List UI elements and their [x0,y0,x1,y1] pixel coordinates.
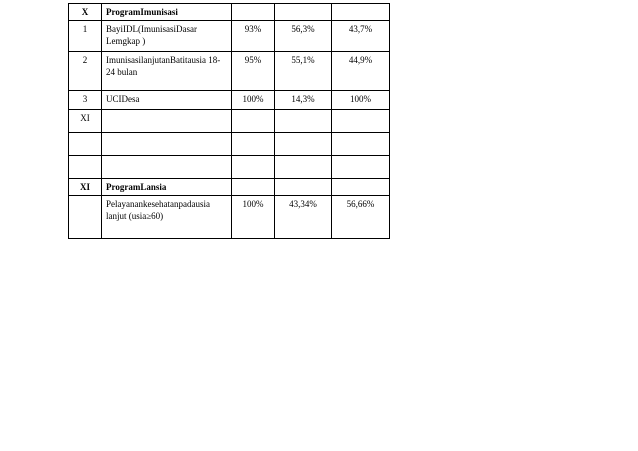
row-number: 2 [69,52,102,91]
empty-cell [102,156,232,179]
table-row [69,156,390,179]
value-cell: 14,3% [275,91,332,110]
table-row-section-lansia [69,179,390,196]
value-cell: 100% [332,91,390,110]
program-name: ImunisasilanjutanBatitausia 18-24 bulan [102,52,232,91]
empty-cell [275,156,332,179]
value-cell: 44,9% [332,52,390,91]
empty-cell [332,4,390,21]
empty-cell [102,133,232,156]
value-cell: 43,7% [332,21,390,52]
empty-cell [232,156,275,179]
value-cell: 95% [232,52,275,91]
table-row [69,91,390,110]
value-cell: 56,3% [275,21,332,52]
table-row [69,52,390,91]
empty-cell [69,156,102,179]
empty-cell [332,133,390,156]
table-row [69,196,390,239]
row-number: 3 [69,91,102,110]
program-name [102,110,232,133]
empty-cell [232,133,275,156]
row-number: 1 [69,21,102,52]
table-row [69,110,390,133]
program-name: BayiIDL(ImunisasiDasar Lemgkap ) [102,21,232,52]
empty-cell [275,179,332,196]
value-cell: 100% [232,196,275,239]
empty-cell [232,179,275,196]
empty-cell [69,133,102,156]
value-cell: 55,1% [275,52,332,91]
empty-cell [275,4,332,21]
empty-cell [332,110,390,133]
value-cell: 100% [232,91,275,110]
section-title: ProgramImunisasi [102,4,232,21]
empty-cell [332,179,390,196]
section-title: ProgramLansia [102,179,232,196]
table-row [69,21,390,52]
empty-cell [232,4,275,21]
row-number: X [69,4,102,21]
row-number: XI [69,110,102,133]
empty-cell [275,110,332,133]
program-table [68,3,390,239]
empty-cell [275,133,332,156]
table-row [69,133,390,156]
value-cell: 93% [232,21,275,52]
value-cell: 43,34% [275,196,332,239]
program-name: UCIDesa [102,91,232,110]
value-cell: 56,66% [332,196,390,239]
program-name: Pelayanankesehatanpadausia lanjut (usia≥60) [102,196,232,239]
row-number [69,196,102,239]
table-row-section-imunisasi [69,4,390,21]
empty-cell [232,110,275,133]
empty-cell [332,156,390,179]
row-number: XI [69,179,102,196]
